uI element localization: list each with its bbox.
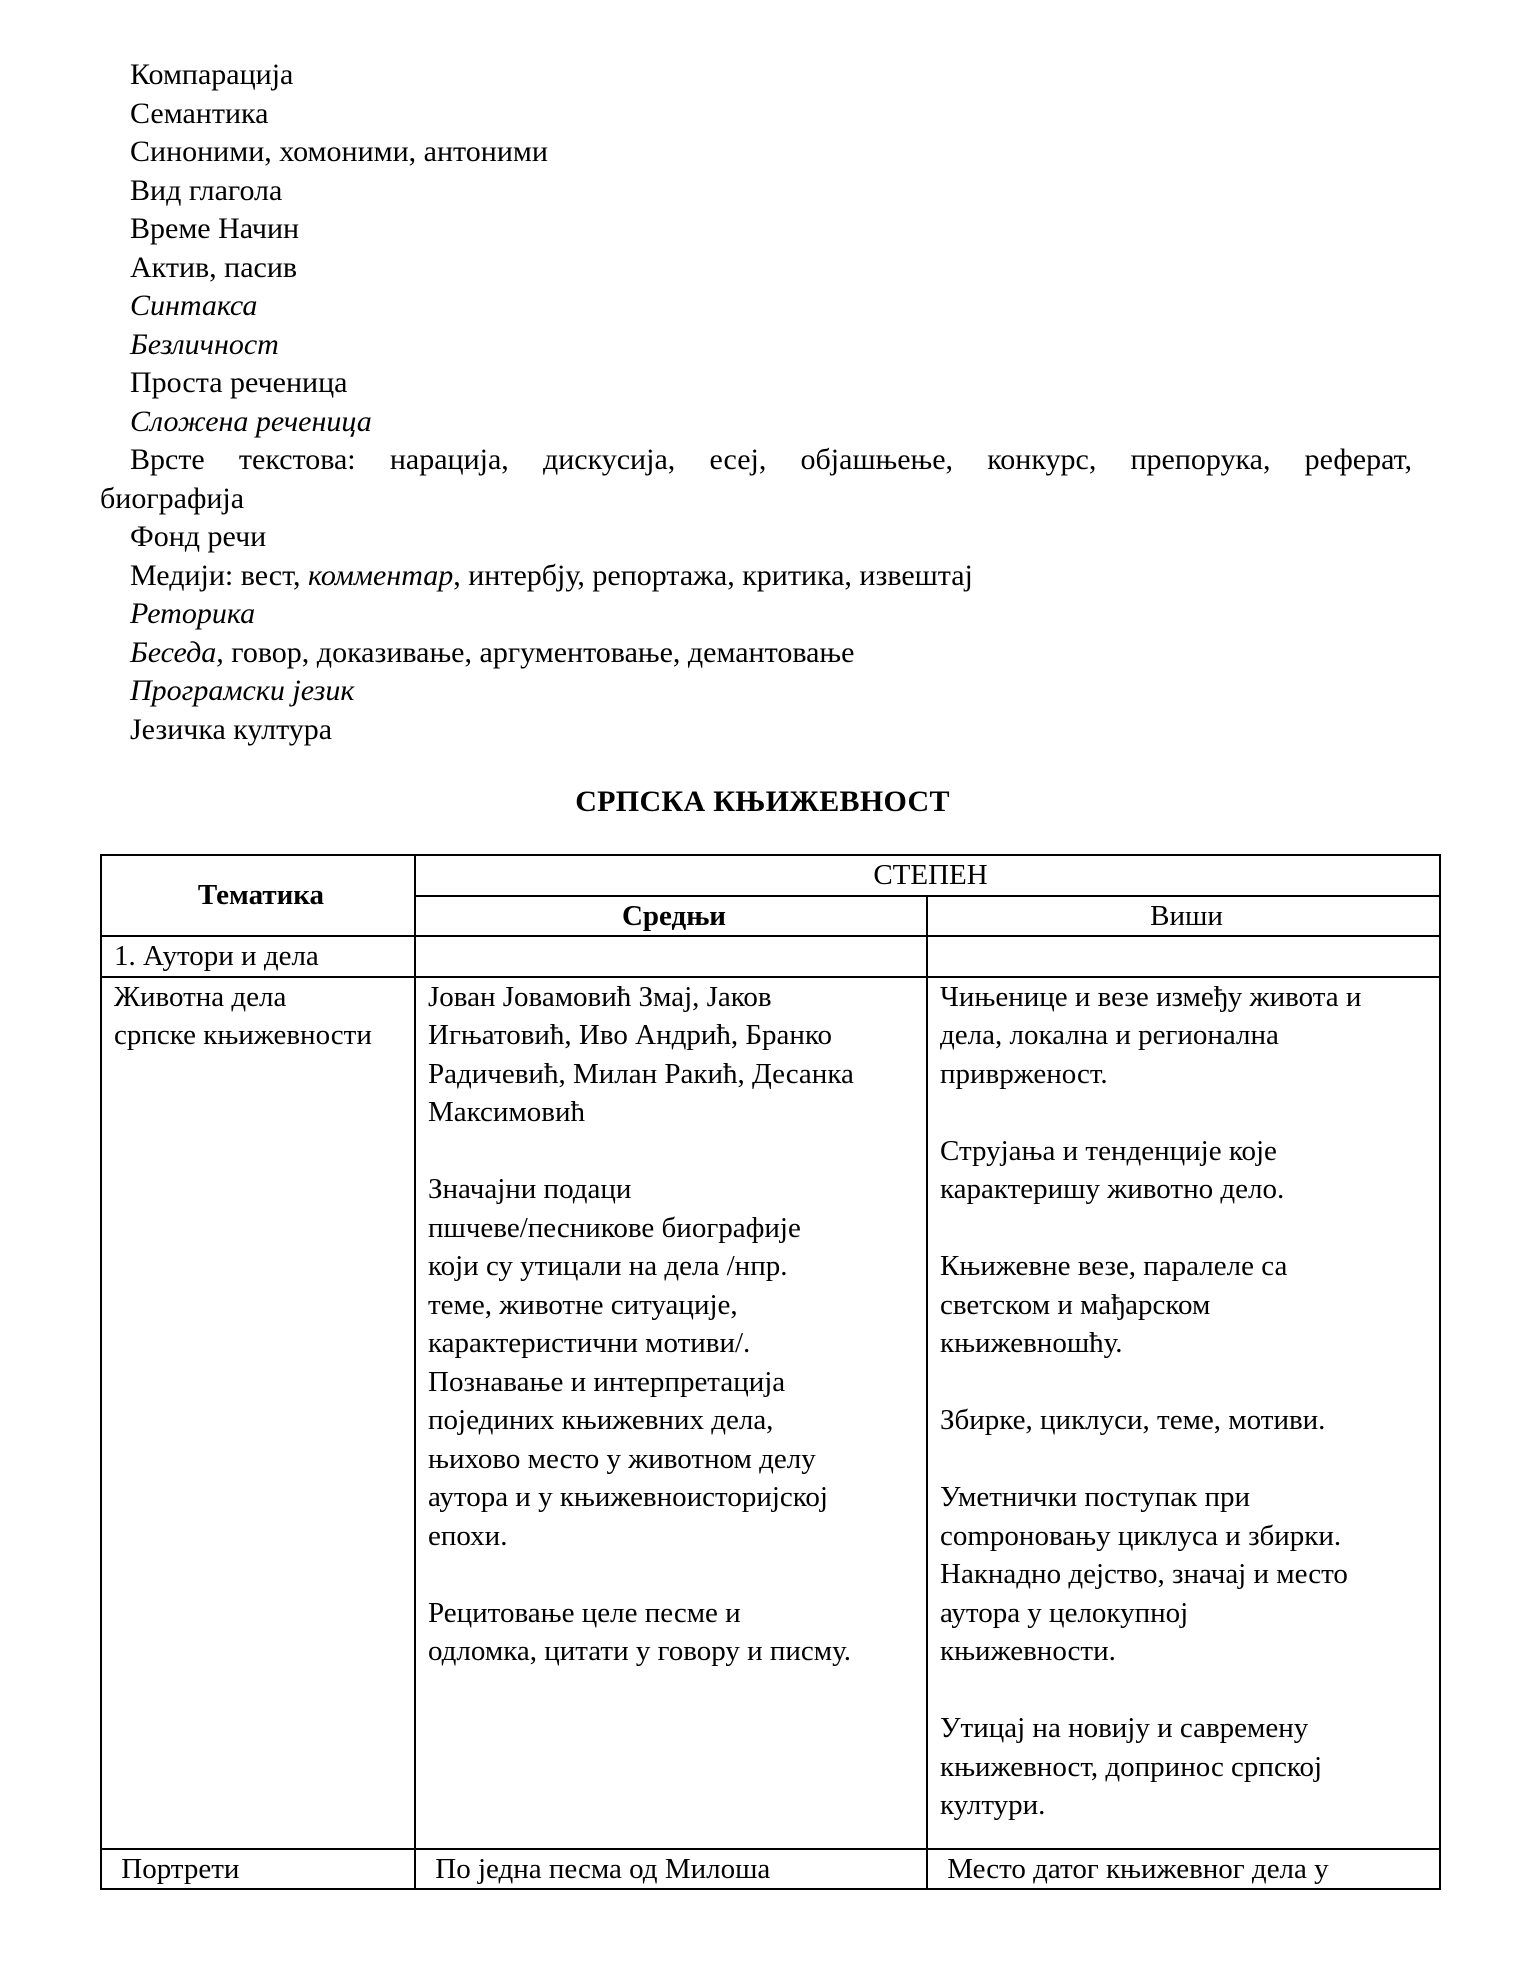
topic-list: [100, 56, 1412, 749]
middle-paragraph: Рецитовање целе песме и одломка, цитати у говору и писму.: [428, 1596, 852, 1667]
topic-fragment: комментар: [307, 558, 454, 592]
topic-fragment: , интербју, репортажа, критика, извештај: [453, 558, 973, 592]
topic-item: Програмски језик: [130, 674, 355, 707]
topic-item: Време Начин: [130, 212, 300, 245]
header-higher: Виши: [927, 896, 1440, 937]
header-thematic: Тематика: [101, 855, 415, 936]
higher-paragraph: Струјања и тенденције које карактеришу животно дело.: [940, 1134, 1285, 1205]
thematic-text: Животна дела српске књижевности: [114, 980, 372, 1051]
topic-fragment: Медији: вест,: [130, 558, 308, 592]
section-authors-works: 1. Аутори и дела: [101, 936, 415, 977]
header-degree: СТЕПЕН: [415, 855, 1440, 896]
higher-paragraph: Уметнички поступак при compоновању циклуса и збирки. Накнадно дејство, значај и место аутора у целокупној књижевности.: [940, 1481, 1348, 1667]
topic-item: Вид глагола: [130, 173, 283, 207]
cell-thematic: Портрети: [101, 1849, 415, 1890]
higher-paragraph: Збирке, циклуси, теме, мотиви.: [940, 1404, 1326, 1436]
topic-item: Актив, пасив: [130, 250, 298, 284]
middle-paragraph: Значајни подаци пшчеве/песникове биографије који су утицали на дела /нпр. теме, животне ситуације, карактеристични мотиви/. Познавање и интерпретација појединих књижевних дела, њихово место у животном делу аутора и у књижевноисторијској епохи.: [428, 1173, 828, 1552]
cell-middle: По једна песма од Милоша: [415, 1849, 927, 1890]
table-section-row: [101, 936, 1440, 977]
middle-paragraph: Јован Јовамовић Змај, Јаков Игњатовић, Иво Андрић, Бранко Радичевић, Милан Ракић, Десанка Максимовић: [428, 980, 854, 1128]
cell-higher: [927, 977, 1440, 1849]
topic-item: Језичка култура: [130, 712, 333, 746]
table-row: [101, 1849, 1440, 1890]
cell-middle: [415, 977, 927, 1849]
higher-paragraph: Утицај на новију и савремену књижевност, допринос српској култури.: [940, 1712, 1322, 1821]
topic-item: Фонд речи: [130, 520, 267, 553]
header-middle: Средњи: [415, 896, 927, 937]
higher-paragraph: Чињенице и везе између живота и дела, локална и регионална приврженост.: [940, 980, 1362, 1090]
cell-thematic: [101, 977, 415, 1849]
topic-item: Сложена реченица: [130, 404, 372, 438]
topic-item: Компарација: [130, 58, 294, 91]
section-heading: СРПСКА КЊИЖЕВНОСТ: [575, 785, 950, 818]
topic-item: Реторика: [130, 597, 256, 630]
topic-item: Проста реченица: [130, 366, 348, 399]
empty-cell: [415, 936, 927, 977]
topic-item: Семантика: [130, 96, 269, 130]
topic-item: Синоними, хомоними, антоними: [130, 135, 548, 168]
topic-fragment: Беседа,: [130, 635, 224, 669]
topic-item: Безличност: [130, 327, 279, 361]
cell-higher: Место датог књижевног дела у: [927, 1849, 1440, 1890]
topic-item-speech: [100, 634, 1412, 673]
table-row: [101, 977, 1440, 1849]
literature-table: [100, 854, 1441, 1890]
topic-fragment: говор, доказивање, аргументовање, демантовање: [223, 635, 855, 669]
higher-paragraph: Књижевне везе, паралеле са светском и мађарском књижевношћу.: [940, 1250, 1288, 1359]
topic-item: Синтакса: [130, 289, 258, 322]
table-header-row: [101, 855, 1440, 896]
topic-item-media: [100, 557, 1412, 596]
empty-cell: [927, 936, 1440, 977]
topic-item: биографија: [100, 481, 245, 515]
topic-item: Врсте текстова: нарација, дискусија, есеј, објашњење, конкурс, препорука, реферат,: [130, 443, 1412, 476]
